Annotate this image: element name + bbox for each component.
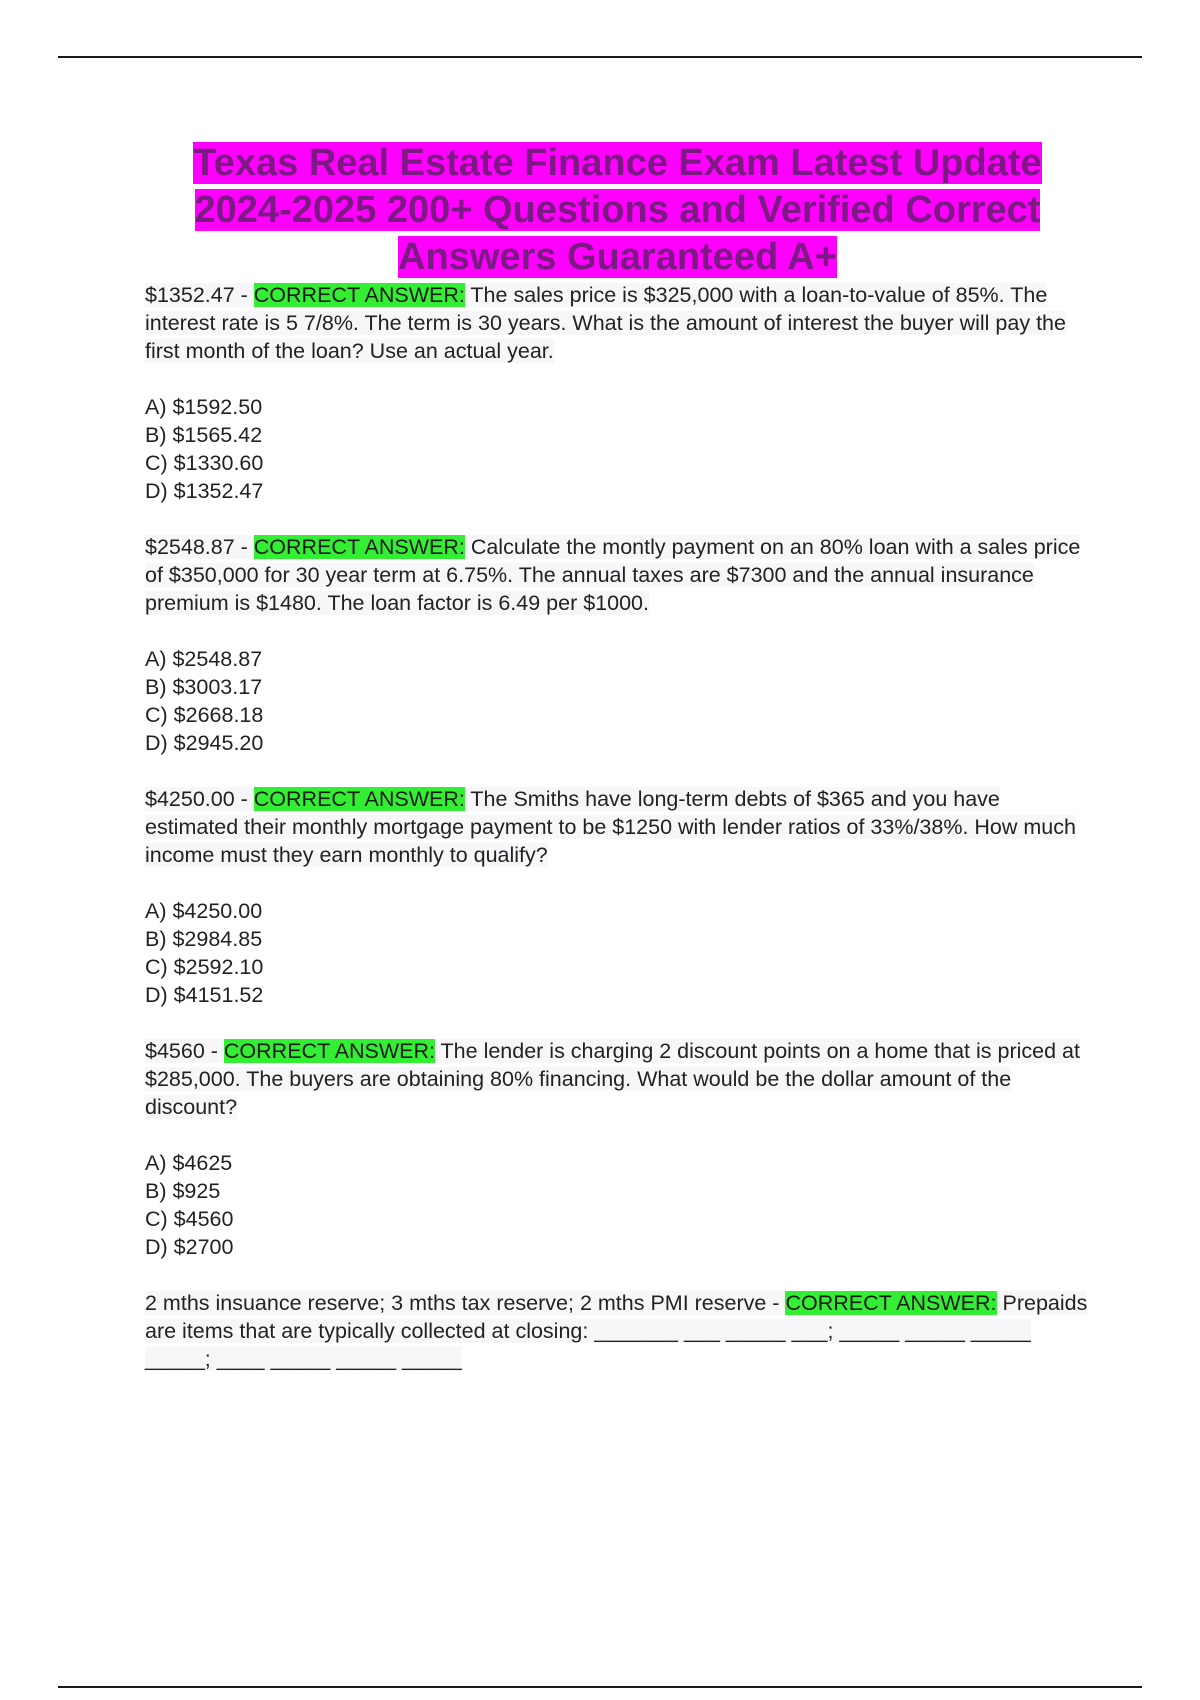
question-text-5: Prepaids are items that are typically collected at closing: _______ ___ _____ ___; _____ _____ _____ _____; ____ _____ _____ _____ — [145, 1291, 1088, 1371]
options-list-2 — [145, 645, 1090, 757]
correct-answer-label-2: CORRECT ANSWER: — [253, 535, 465, 559]
document-title — [145, 140, 1090, 281]
answer-4: $4560 - — [145, 1039, 224, 1063]
correct-answer-label-5: CORRECT ANSWER: — [785, 1291, 997, 1315]
question-block-1 — [145, 281, 1090, 505]
option-2d: D) $2945.20 — [145, 731, 264, 755]
question-text-2: Calculate the montly payment on an 80% loan with a sales price of $350,000 for 30 year term at 6.75%. The annual taxes are $7300 and the annual insurance premium is $1480. The loan factor is 6.49 per $1000. — [145, 535, 1081, 615]
option-4b: B) $925 — [145, 1179, 221, 1203]
question-4 — [145, 1037, 1090, 1121]
question-text-4: The lender is charging 2 discount points on a home that is priced at $285,000. The buyers are obtaining 80% financing. What would be the dollar amount of the discount? — [145, 1039, 1080, 1119]
question-3 — [145, 785, 1090, 869]
answer-3: $4250.00 - — [145, 787, 254, 811]
option-4c: C) $4560 — [145, 1207, 234, 1231]
option-3c: C) $2592.10 — [145, 955, 264, 979]
title-highlight: Texas Real Estate Finance Exam Latest Update 2024-2025 200+ Questions and Verified Correct Answers Guaranteed A+ — [193, 142, 1042, 278]
options-list-1 — [145, 393, 1090, 505]
option-1a: A) $1592.50 — [145, 395, 263, 419]
option-3d: D) $4151.52 — [145, 983, 264, 1007]
option-4a: A) $4625 — [145, 1151, 233, 1175]
question-2 — [145, 533, 1090, 617]
option-3a: A) $4250.00 — [145, 899, 263, 923]
answer-1: $1352.47 - — [145, 283, 254, 307]
answer-2: $2548.87 - — [145, 535, 254, 559]
question-block-2 — [145, 533, 1090, 757]
option-1b: B) $1565.42 — [145, 423, 263, 447]
option-2a: A) $2548.87 — [145, 647, 263, 671]
option-2b: B) $3003.17 — [145, 675, 263, 699]
question-1 — [145, 281, 1090, 365]
correct-answer-label-1: CORRECT ANSWER: — [253, 283, 465, 307]
correct-answer-label-3: CORRECT ANSWER: — [253, 787, 465, 811]
options-list-3 — [145, 897, 1090, 1009]
option-2c: C) $2668.18 — [145, 703, 264, 727]
option-4d: D) $2700 — [145, 1235, 234, 1259]
options-list-4 — [145, 1149, 1090, 1261]
question-block-4 — [145, 1037, 1090, 1261]
top-rule — [58, 56, 1142, 58]
question-5 — [145, 1289, 1090, 1373]
document-body — [145, 140, 1090, 1373]
answer-5: 2 mths insuance reserve; 3 mths tax reserve; 2 mths PMI reserve - — [145, 1291, 786, 1315]
question-text-3: The Smiths have long-term debts of $365 and you have estimated their monthly mortgage payment to be $1250 with lender ratios of 33%/38%. How much income must they earn monthly to qualify? — [145, 787, 1076, 867]
correct-answer-label-4: CORRECT ANSWER: — [223, 1039, 435, 1063]
question-block-3 — [145, 785, 1090, 1009]
question-block-5 — [145, 1289, 1090, 1373]
option-1c: C) $1330.60 — [145, 451, 264, 475]
option-3b: B) $2984.85 — [145, 927, 263, 951]
question-text-1: The sales price is $325,000 with a loan-to-value of 85%. The interest rate is 5 7/8%. The term is 30 years. What is the amount of interest the buyer will pay the first month of the loan? Use an actual year. — [145, 283, 1066, 363]
bottom-rule — [58, 1686, 1142, 1688]
option-1d: D) $1352.47 — [145, 479, 264, 503]
